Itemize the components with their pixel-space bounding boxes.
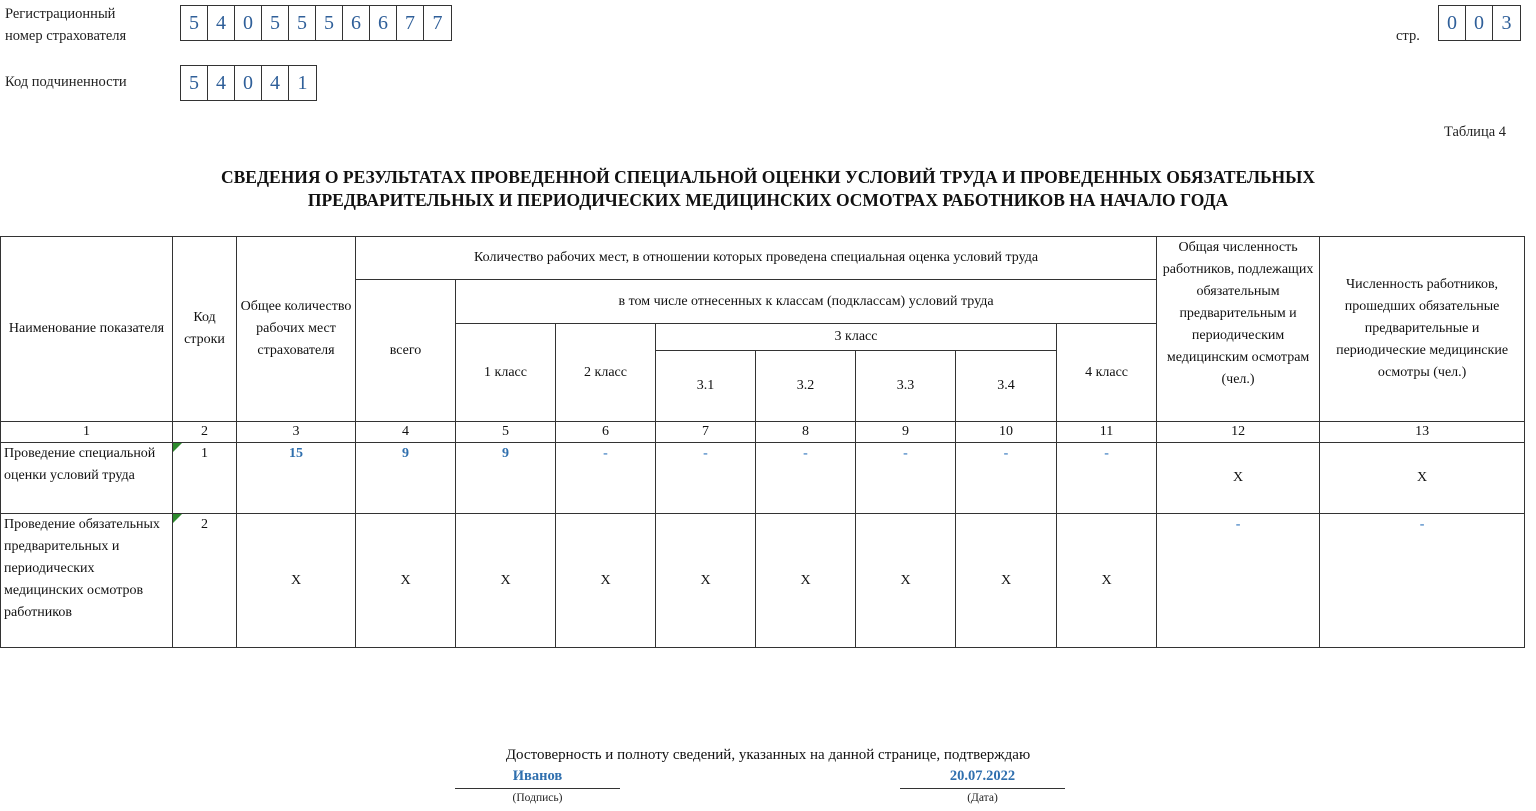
page-number-digit[interactable]: 0 <box>1439 6 1466 40</box>
cell-all[interactable]: X <box>356 514 456 648</box>
signature-underline <box>455 788 620 789</box>
cell-comment-marker-icon <box>173 514 182 523</box>
form-title-line2: ПРЕДВАРИТЕЛЬНЫХ И ПЕРИОДИЧЕСКИХ МЕДИЦИНСКИХ ОСМОТРАХ РАБОТНИКОВ НА НАЧАЛО ГОДА <box>307 190 1229 210</box>
column-number: 6 <box>556 422 656 443</box>
signature-field[interactable]: Иванов <box>512 768 563 784</box>
row-code-value: 2 <box>201 517 208 532</box>
column-number: 4 <box>356 422 456 443</box>
column-number: 2 <box>173 422 237 443</box>
subordination-code-digit[interactable]: 5 <box>181 66 208 100</box>
header-class-1: 1 класс <box>456 324 556 422</box>
date-field[interactable]: 20.07.2022 <box>949 768 1016 784</box>
header-class-3-3: 3.3 <box>856 351 956 422</box>
cell-comment-marker-icon <box>173 443 182 452</box>
signature-caption: (Подпись) <box>512 792 563 804</box>
column-number: 1 <box>1 422 173 443</box>
cell-class-2[interactable]: X <box>556 514 656 648</box>
form-title-line1: СВЕДЕНИЯ О РЕЗУЛЬТАТАХ ПРОВЕДЕННОЙ СПЕЦИАЛЬНОЙ ОЦЕНКИ УСЛОВИЙ ТРУДА И ПРОВЕДЕННЫХ ОБЯЗАТЕЛЬНЫХ <box>221 167 1315 187</box>
cell-col13[interactable]: X <box>1320 443 1525 514</box>
cell-class-3-2[interactable]: - <box>756 443 856 514</box>
row-code-value: 1 <box>201 446 208 461</box>
reg-number-digit[interactable]: 5 <box>316 6 343 40</box>
header-class-3-1: 3.1 <box>656 351 756 422</box>
table-number-label: Таблица 4 <box>1444 124 1507 140</box>
reg-number-digit[interactable]: 5 <box>262 6 289 40</box>
cell-class-1[interactable]: X <box>456 514 556 648</box>
header-class-2: 2 класс <box>556 324 656 422</box>
header-class-4: 4 класс <box>1057 324 1157 422</box>
reg-number-digit[interactable]: 4 <box>208 6 235 40</box>
date-caption: (Дата) <box>967 792 998 804</box>
row-name: Проведение специальной оценки условий труда <box>1 443 173 514</box>
reg-number-digit[interactable]: 6 <box>370 6 397 40</box>
header-assessed-workplaces: Количество рабочих мест, в отношении которых проведена специальная оценка условий труда <box>356 237 1157 280</box>
cell-col12[interactable]: X <box>1157 443 1320 514</box>
cell-class-3-4[interactable]: - <box>956 443 1057 514</box>
form-title <box>0 166 1536 212</box>
cell-col12[interactable]: - <box>1157 514 1320 648</box>
cell-all[interactable]: 9 <box>356 443 456 514</box>
table-row <box>1 514 1525 648</box>
subordination-label: Код подчиненности <box>5 74 127 90</box>
cell-class-1[interactable]: 9 <box>456 443 556 514</box>
reg-number-digit[interactable]: 5 <box>181 6 208 40</box>
cell-class-3-4[interactable]: X <box>956 514 1057 648</box>
table-row <box>1 443 1525 514</box>
column-number: 10 <box>956 422 1057 443</box>
cell-class-4[interactable]: - <box>1057 443 1157 514</box>
subordination-code-cells[interactable] <box>180 65 317 101</box>
reg-number-digit[interactable]: 0 <box>235 6 262 40</box>
reg-number-cells[interactable] <box>180 5 452 41</box>
date-underline <box>900 788 1065 789</box>
column-number: 7 <box>656 422 756 443</box>
header-col13: Численность работников, прошедших обязательные предварительные и периодические медицинские осмотры (чел.) <box>1320 237 1525 422</box>
cell-class-3-3[interactable]: X <box>856 514 956 648</box>
reg-number-label-line2: номер страхователя <box>5 28 127 44</box>
reg-number-label-line1: Регистрационный <box>5 6 116 22</box>
header-total-workplaces: Общее количество рабочих мест страхователя <box>237 237 356 422</box>
column-numbers-row <box>1 422 1525 443</box>
cell-class-3-1[interactable]: - <box>656 443 756 514</box>
cell-total-workplaces[interactable]: 15 <box>237 443 356 514</box>
reg-number-label <box>5 3 126 47</box>
subordination-code-digit[interactable]: 4 <box>208 66 235 100</box>
page-number-digit[interactable]: 3 <box>1501 11 1512 34</box>
page-number-digit[interactable]: 0 <box>1466 6 1493 40</box>
header-row-code: Код строки <box>173 237 237 422</box>
subordination-code-digit[interactable]: 4 <box>262 66 289 100</box>
column-number: 5 <box>456 422 556 443</box>
subordination-code-digit[interactable]: 1 <box>297 71 308 94</box>
cell-total-workplaces[interactable]: X <box>237 514 356 648</box>
column-number: 13 <box>1320 422 1525 443</box>
results-table <box>0 236 1525 648</box>
column-number: 11 <box>1057 422 1157 443</box>
header-classes: в том числе отнесенных к классам (подклассам) условий труда <box>456 280 1157 324</box>
header-col12: Общая численность работников, подлежащих обязательным предварительным и периодическим медицинским осмотрам (чел.) <box>1157 237 1320 422</box>
header-all: всего <box>356 280 456 422</box>
cell-class-3-1[interactable]: X <box>656 514 756 648</box>
cell-class-4[interactable]: X <box>1057 514 1157 648</box>
reg-number-digit[interactable]: 5 <box>289 6 316 40</box>
header-indicator-name: Наименование показателя <box>1 237 173 422</box>
column-number: 9 <box>856 422 956 443</box>
reg-number-digit[interactable]: 7 <box>432 11 443 34</box>
page-label: стр. <box>1396 28 1420 44</box>
cell-class-3-3[interactable]: - <box>856 443 956 514</box>
confirmation-text: Достоверность и полноту сведений, указанных на данной странице, подтверждаю <box>505 747 1031 763</box>
cell-class-2[interactable]: - <box>556 443 656 514</box>
row-code <box>173 443 237 514</box>
subordination-code-digit[interactable]: 0 <box>235 66 262 100</box>
page-number-cells[interactable] <box>1438 5 1521 41</box>
cell-class-3-2[interactable]: X <box>756 514 856 648</box>
reg-number-digit[interactable]: 7 <box>397 6 424 40</box>
header-class-3: 3 класс <box>656 324 1057 351</box>
row-code <box>173 514 237 648</box>
cell-col13[interactable]: - <box>1320 514 1525 648</box>
row-name: Проведение обязательных предварительных и периодических медицинских осмотров работников <box>1 514 173 648</box>
column-number: 3 <box>237 422 356 443</box>
column-number: 8 <box>756 422 856 443</box>
header-class-3-2: 3.2 <box>756 351 856 422</box>
reg-number-digit[interactable]: 6 <box>343 6 370 40</box>
header-class-3-4: 3.4 <box>956 351 1057 422</box>
column-number: 12 <box>1157 422 1320 443</box>
